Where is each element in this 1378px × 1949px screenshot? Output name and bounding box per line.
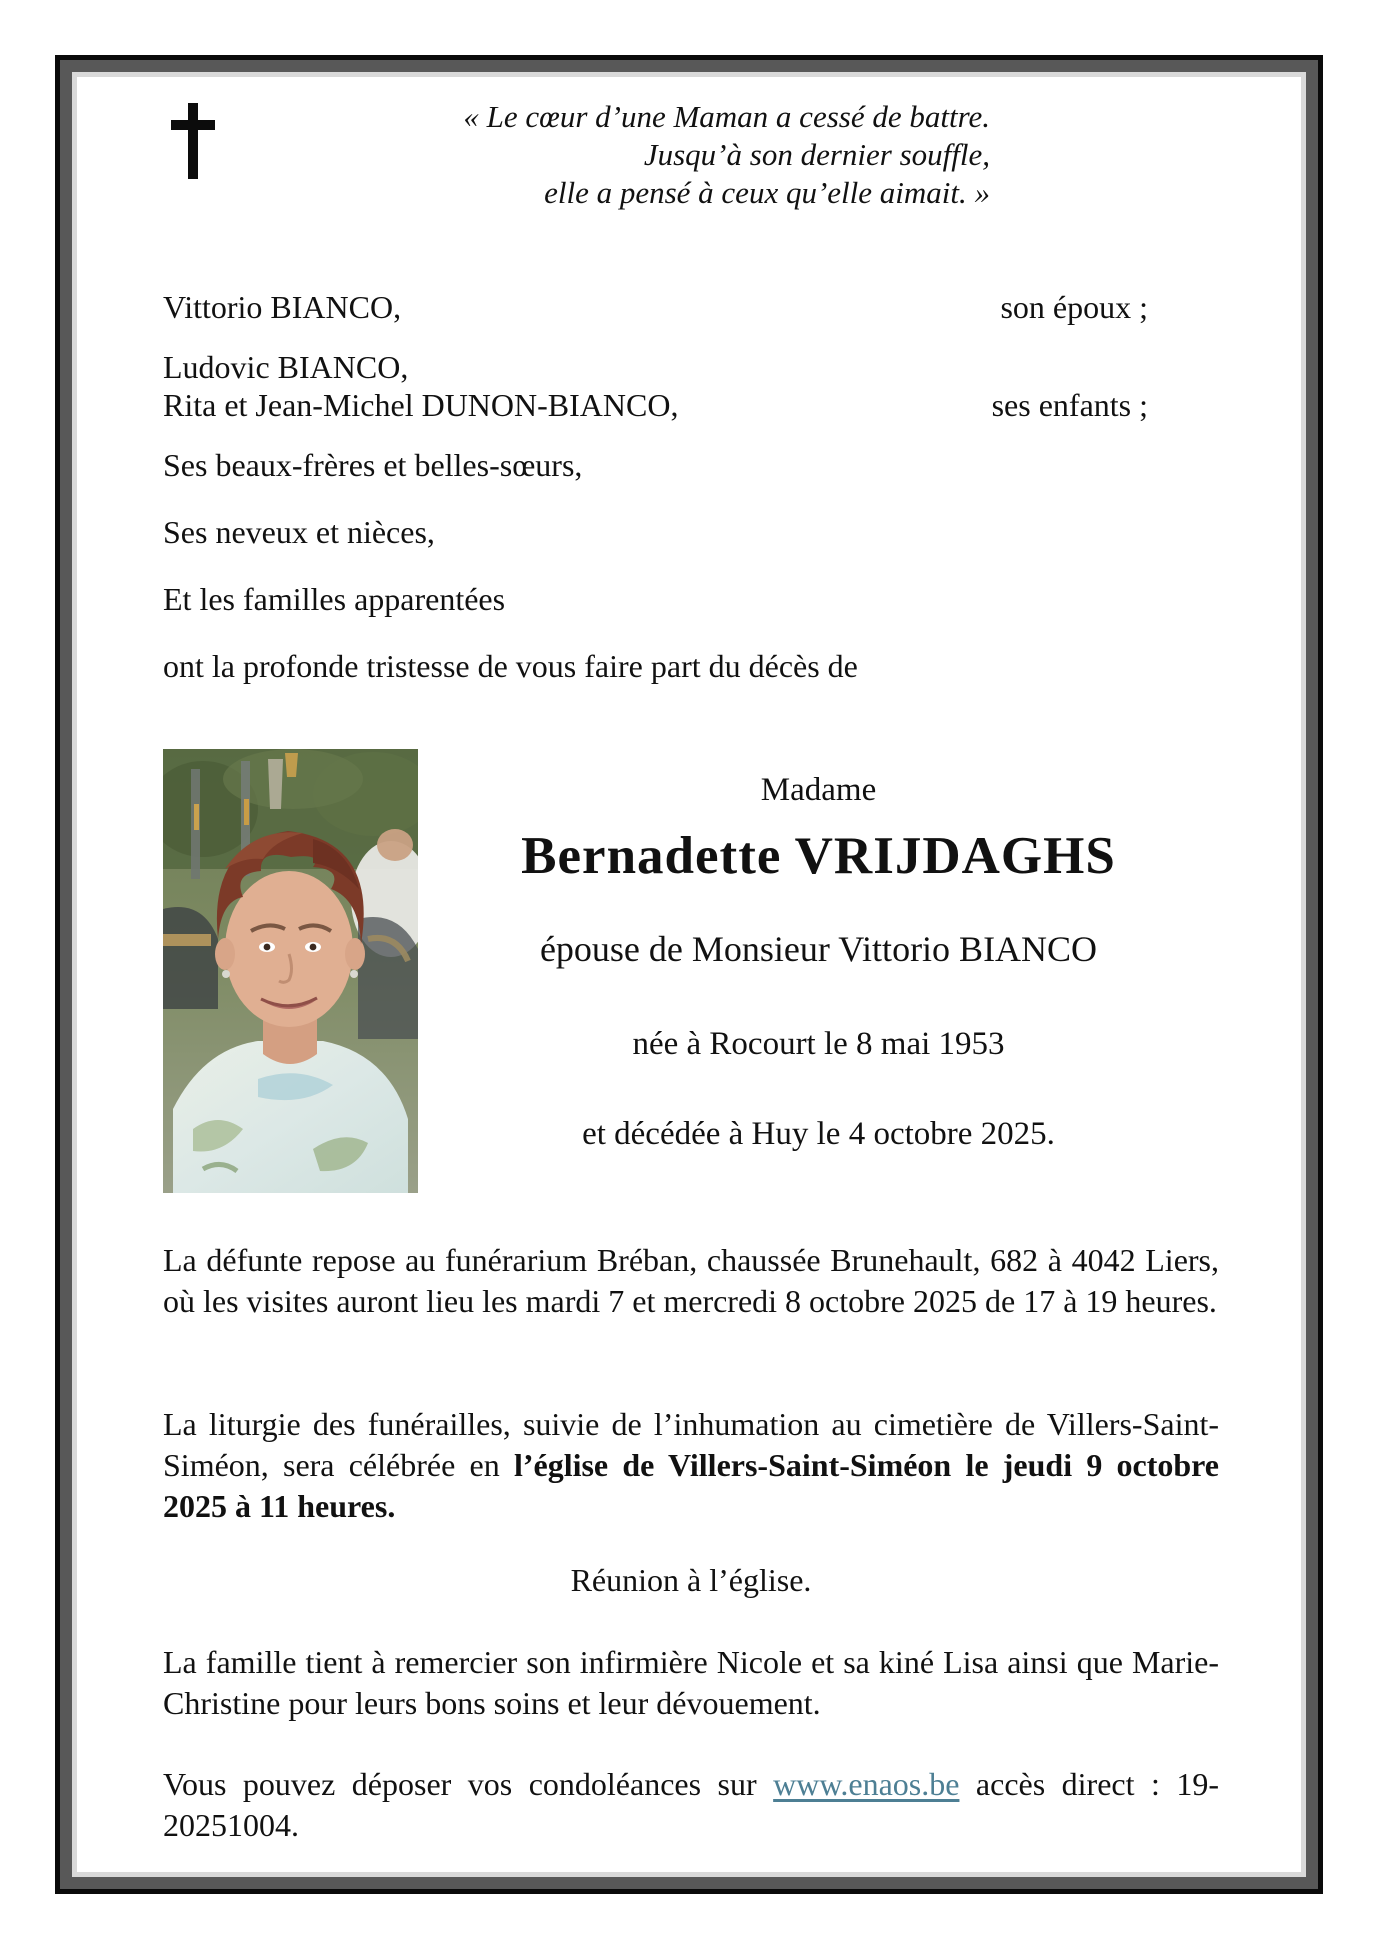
family-row-spouse: [163, 288, 1219, 326]
deceased-birth-line: née à Rocourt le 8 mai 1953: [632, 1026, 1005, 1062]
family-row-child-1: [163, 348, 1219, 386]
deceased-name: Bernadette VRIJDAGHS: [521, 827, 1116, 885]
condolences-text: Vous pouvez déposer vos condoléances sur: [163, 1766, 774, 1802]
condolences-access-code: accès direct : 19-20251004.: [163, 1766, 1220, 1843]
liturgy-text: La liturgie des funérailles, suivie de l’inhumation au cimetière de Villers-Saint-Siméon, sera célébrée en: [163, 1406, 1219, 1483]
quote-line-1: « Le cœur d’une Maman a cessé de battre.: [463, 99, 990, 134]
family-name: Ludovic BIANCO,: [163, 349, 409, 385]
family-relation: ses enfants ;: [991, 387, 1148, 423]
family-name: Rita et Jean-Michel DUNON-BIANCO,: [163, 387, 679, 423]
family-row-inlaws: [163, 446, 1219, 484]
deceased-spouse-line: épouse de Monsieur Vittorio BIANCO: [539, 929, 1098, 969]
announcement-intro: ont la profonde tristesse de vous faire part du décès de: [163, 648, 858, 684]
liturgy-paragraph: [163, 1404, 1219, 1527]
quote-line-2: Jusqu’à son dernier souffle,: [643, 137, 990, 172]
family-name: Ses beaux-frères et belles-sœurs,: [163, 447, 583, 483]
memorial-quote: [463, 98, 990, 212]
deceased-death-line: et décédée à Huy le 4 octobre 2025.: [582, 1116, 1055, 1152]
family-row-related: [163, 580, 1219, 618]
quote-line-3: elle a pensé à ceux qu’elle aimait. »: [544, 175, 990, 210]
thanks-paragraph: La famille tient à remercier son infirmière Nicole et sa kiné Lisa ainsi que Marie-Christine pour leurs bons soins et leur dévouement.: [163, 1644, 1219, 1721]
family-name: Vittorio BIANCO,: [163, 289, 402, 325]
cross-icon: [170, 103, 216, 179]
repose-paragraph: La défunte repose au funérarium Bréban, chaussée Brunehault, 682 à 4042 Liers, où les visites auront lieu les mardi 7 et mercredi 8 octobre 2025 de 17 à 19 heures.: [163, 1242, 1219, 1319]
enaos-link[interactable]: www.enaos.be: [773, 1766, 960, 1802]
deceased-title: Madame: [760, 772, 877, 808]
liturgy-bold-text: l’église de Villers-Saint-Siméon le jeudi 9 octobre 2025 à 11 heures.: [163, 1447, 1220, 1524]
family-row-nephews: [163, 513, 1219, 551]
family-row-child-2: [163, 386, 1219, 424]
reunion-line: Réunion à l’église.: [570, 1562, 812, 1598]
family-name: Ses neveux et nièces,: [163, 514, 435, 550]
portrait-photo: [163, 749, 418, 1193]
family-name: Et les familles apparentées: [163, 581, 506, 617]
family-relation: son époux ;: [1000, 289, 1148, 325]
condolences-paragraph: [163, 1764, 1219, 1846]
